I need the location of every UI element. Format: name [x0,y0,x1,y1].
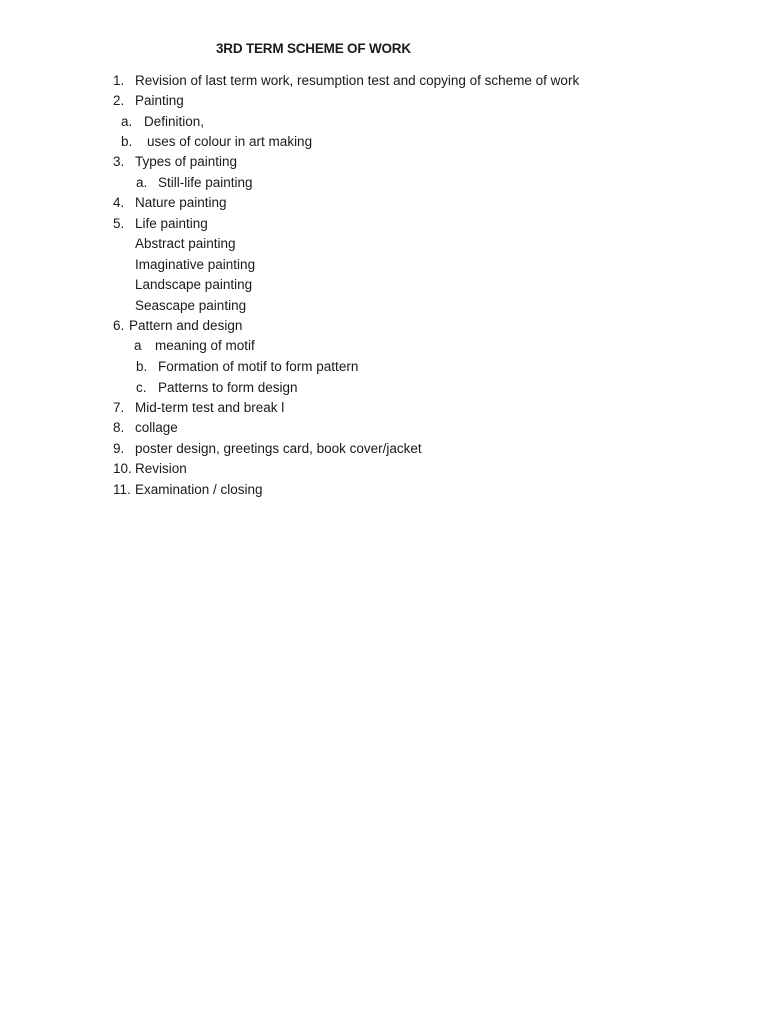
list-text: Definition, [144,114,205,129]
list-marker: 3. [113,154,125,169]
list-text: Seascape painting [135,298,247,313]
list-text: Landscape painting [135,277,253,292]
list-text: Examination / closing [135,482,263,497]
list-text: Abstract painting [135,236,236,251]
list-text: Formation of motif to form pattern [158,359,359,374]
list-text: poster design, greetings card, book cover/jacket [135,441,422,456]
list-text: Still-life painting [158,175,253,190]
list-marker: 11. [113,482,131,497]
list-marker: 7. [113,400,125,415]
list-marker: 6. [113,318,125,333]
list-text: uses of colour in art making [147,134,313,149]
list-marker: a. [121,114,133,129]
list-text: Mid-term test and break l [135,400,285,415]
list-marker: a. [136,175,148,190]
list-marker: 2. [113,93,125,108]
list-marker: a [134,338,142,353]
list-marker: 5. [113,216,125,231]
list-marker: b. [136,359,148,374]
list-text: Pattern and design [129,318,243,333]
list-marker: 10. [113,461,132,476]
list-text: Revision [135,461,187,476]
list-marker: 8. [113,420,125,435]
list-text: Types of painting [135,154,238,169]
list-marker: b. [121,134,133,149]
list-text: Nature painting [135,195,227,210]
list-marker: 4. [113,195,125,210]
list-marker: 1. [113,73,125,88]
list-text: collage [135,420,178,435]
list-text: Painting [135,93,184,108]
list-text: meaning of motif [155,338,255,353]
list-text: Imaginative painting [135,257,256,272]
list-text: Revision of last term work, resumption test and copying of scheme of work [135,73,580,88]
list-text: Life painting [135,216,208,231]
list-text: Patterns to form design [158,380,298,395]
document-title: 3RD TERM SCHEME OF WORK [216,41,411,56]
list-marker: 9. [113,441,125,456]
list-marker: c. [136,380,147,395]
